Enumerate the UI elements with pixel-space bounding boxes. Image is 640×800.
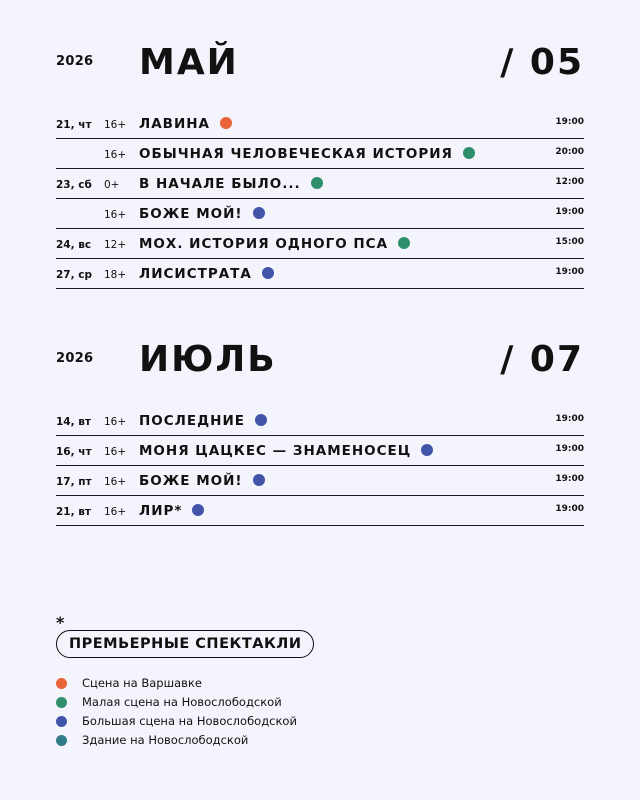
month-number: / 05 — [500, 42, 584, 83]
event-title: ОБЫЧНАЯ ЧЕЛОВЕЧЕСКАЯ ИСТОРИЯ — [139, 146, 453, 162]
event-time: 20:00 — [555, 147, 584, 157]
footnote-star: * — [56, 613, 65, 632]
event-title: ЛАВИНА — [139, 116, 210, 132]
year-label: 2026 — [56, 54, 94, 69]
venue-dot-icon — [192, 504, 204, 516]
event-time: 15:00 — [555, 237, 584, 247]
venue-dot-icon — [421, 444, 433, 456]
event-date: 21, вт — [56, 506, 91, 518]
event-time: 19:00 — [555, 474, 584, 484]
month-number: / 07 — [500, 339, 584, 380]
venue-dot-icon — [463, 147, 475, 159]
venue-dot-icon — [253, 474, 265, 486]
event-title-wrap — [139, 116, 232, 132]
venue-dot-icon — [255, 414, 267, 426]
event-title-wrap — [139, 146, 475, 162]
event-title-wrap — [139, 503, 204, 519]
event-list — [56, 406, 584, 526]
venue-dot-icon — [56, 716, 67, 727]
venue-dot-icon — [56, 697, 67, 708]
event-title: БОЖЕ МОЙ! — [139, 473, 243, 489]
event-row[interactable] — [56, 139, 584, 169]
month-title: ИЮЛЬ — [139, 339, 277, 380]
event-time: 19:00 — [555, 117, 584, 127]
age-rating: 16+ — [104, 446, 127, 458]
event-title-wrap — [139, 176, 323, 192]
venue-dot-icon — [56, 678, 67, 689]
month-section-may — [56, 42, 584, 282]
event-time: 19:00 — [555, 504, 584, 514]
age-rating: 16+ — [104, 506, 127, 518]
age-rating: 16+ — [104, 149, 127, 161]
legend-label: Сцена на Варшавке — [82, 676, 202, 690]
event-row[interactable] — [56, 169, 584, 199]
event-title: В НАЧАЛЕ БЫЛО... — [139, 176, 301, 192]
event-row[interactable] — [56, 199, 584, 229]
event-date: 27, ср — [56, 269, 92, 281]
event-row[interactable] — [56, 406, 584, 436]
venue-dot-icon — [398, 237, 410, 249]
event-row[interactable] — [56, 229, 584, 259]
event-title: ПОСЛЕДНИЕ — [139, 413, 245, 429]
event-title-wrap — [139, 473, 265, 489]
event-title: МОНЯ ЦАЦКЕС — ЗНАМЕНОСЕЦ — [139, 443, 412, 459]
age-rating: 16+ — [104, 476, 127, 488]
event-title: МОХ. ИСТОРИЯ ОДНОГО ПСА — [139, 236, 389, 252]
event-row[interactable] — [56, 259, 584, 289]
age-rating: 12+ — [104, 239, 127, 251]
event-date: 23, сб — [56, 179, 92, 191]
venue-dot-icon — [311, 177, 323, 189]
age-rating: 16+ — [104, 209, 127, 221]
venue-dot-icon — [253, 207, 265, 219]
event-title-wrap — [139, 413, 267, 429]
event-title: ЛИР* — [139, 503, 183, 519]
event-row[interactable] — [56, 436, 584, 466]
event-title-wrap — [139, 266, 274, 282]
month-section-july — [56, 339, 584, 519]
event-date: 16, чт — [56, 446, 92, 458]
month-header — [56, 42, 584, 100]
legend-label: Малая сцена на Новослободской — [82, 695, 282, 709]
age-rating: 16+ — [104, 416, 127, 428]
event-title: БОЖЕ МОЙ! — [139, 206, 243, 222]
event-date: 17, пт — [56, 476, 92, 488]
event-date: 24, вс — [56, 239, 92, 251]
event-row[interactable] — [56, 496, 584, 526]
event-list — [56, 109, 584, 289]
event-date: 14, вт — [56, 416, 91, 428]
venue-dot-icon — [56, 735, 67, 746]
month-title: МАЙ — [139, 42, 239, 83]
event-time: 19:00 — [555, 267, 584, 277]
year-label: 2026 — [56, 351, 94, 366]
event-row[interactable] — [56, 109, 584, 139]
venue-dot-icon — [220, 117, 232, 129]
event-title-wrap — [139, 236, 410, 252]
event-date: 21, чт — [56, 119, 92, 131]
event-title-wrap — [139, 206, 265, 222]
legend-label: Здание на Новослободской — [82, 733, 249, 747]
age-rating: 0+ — [104, 179, 120, 191]
event-time: 19:00 — [555, 414, 584, 424]
event-title: ЛИСИСТРАТА — [139, 266, 252, 282]
venue-dot-icon — [262, 267, 274, 279]
age-rating: 16+ — [104, 119, 127, 131]
event-time: 19:00 — [555, 444, 584, 454]
event-time: 19:00 — [555, 207, 584, 217]
event-title-wrap — [139, 443, 433, 459]
premiere-badge: ПРЕМЬЕРНЫЕ СПЕКТАКЛИ — [56, 630, 314, 658]
legend-label: Большая сцена на Новослободской — [82, 714, 297, 728]
event-row[interactable] — [56, 466, 584, 496]
age-rating: 18+ — [104, 269, 127, 281]
month-header — [56, 339, 584, 397]
event-time: 12:00 — [555, 177, 584, 187]
